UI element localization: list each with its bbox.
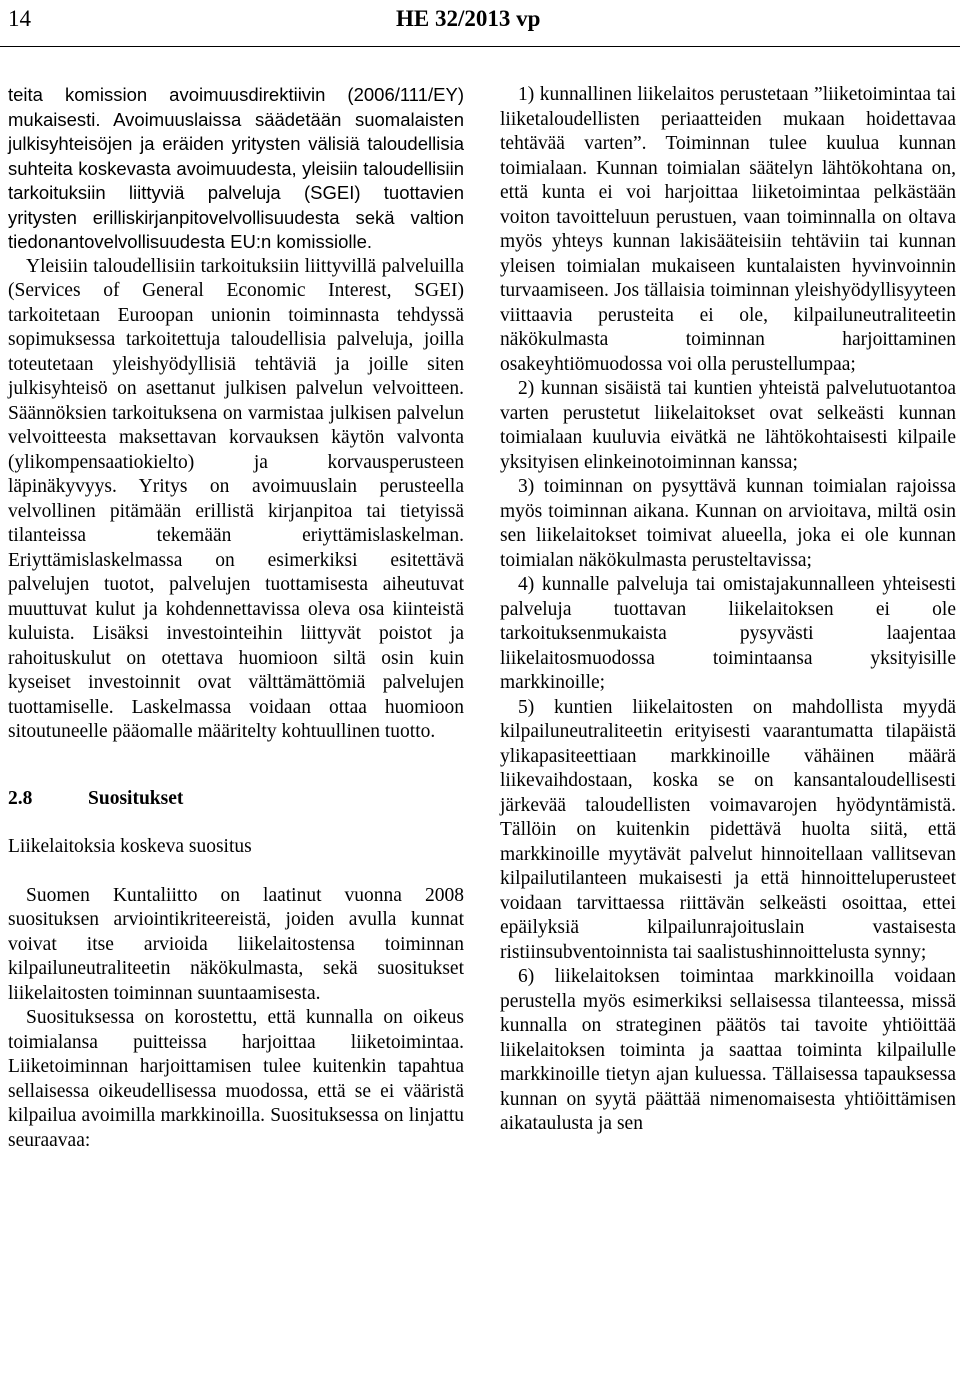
section-number: 2.8 xyxy=(8,787,33,809)
paragraph-avoimuuslaki: teita komission avoimuusdirektiivin (2006/111/EY) mukaisesti. Avoimuuslaissa säädetään suomalaisten julkisyhteisöjen ja eräiden yritysten välisiä taloudellisia suhteita koskevasta avoimuudesta, yleisiin taloudellisiin tarkoituksiin liittyviä palveluja (SGEI) tuottavien yritysten erilliskirjanpitovelvollisuudesta sekä valtion tiedonantovelvollisuudesta EU:n komissiolle. xyxy=(8,84,464,252)
list-item-6: 6) liikelaitoksen toimintaa markkinoilla voidaan perustella myös esimerkiksi sellaisessa tilanteessa, missä kunnalla on strateginen päätös tai tavoite yhtiöittää liikelaitoksen toiminta ja saattaa toiminta kilpailulle markkinoille tietyn ajan kuluessa. Tällaisessa tapauksessa kunnan on syytä päättää nimenomaisesta yhtiöittämisen aikataulusta ja sen xyxy=(500,966,956,1134)
list-item-1: 1) kunnallinen liikelaitos perustetaan ”liiketoimintaa tai liiketaloudellisten periaatteiden mukaan hoidettavaa tehtävää varten”. Toiminnan tulee kuulua kunnan toimialaan. Kunnan toimialan säätelyn lähtökohtana on, että kunta ei voi harjoittaa liiketoimintaa pelkästään voiton tavoitteluun perustuen, vaan toiminnalla on oltava myös yhteys kunnan lakisääteisiin tehtäviin tai kunnan yleisen toimialan mukaiseen kuntalaisten hyvinvoinnin turvaamiseen. Jos tällaisia toiminnan yleishyödyllisyyteen viittaavia perusteita ei ole, kilpailuneutraliteetin näkökulmasta toiminnan harjoittaminen osakeyhtiömuodossa voi olla perustellumpaa; xyxy=(500,84,956,375)
left-column xyxy=(8,83,464,1153)
list-item-5: 5) kuntien liikelaitosten on mahdollista myydä kilpailuneutraliteetin erityisesti vaarantumatta tilapäistä ylikapasiteettiaan markkinoille vähäinen määrä liikevaihdostaan, koska se on kansantaloudellisesti järkevää taloudellisten voimavarojen hyödyntämistä. Tällöin on kuitenkin pidettävä huolta siitä, että markkinoille myytävät palvelut hinnoitellaan vallitsevan kilpailutilanteen mukaisesti ja että hinnoitteluperusteet voidaan tarvittaessa riittävän selkeästi osoittaa, ettei epäilyksiä kilpailunrajoituslain vastaisesta ristiinsubventoinnista tai saalistushinnoittelusta synny; xyxy=(500,696,956,963)
paragraph-kuntaliitto: Suomen Kuntaliitto on laatinut vuonna 2008 suosituksen arviointikriteereistä, joiden avulla kunnat voivat itse arvioida liikelaitostensa toiminnan kilpailuneutraliteetin näkökulmasta, sekä suositukset liikelaitosten toiminnan suuntaamisesta. xyxy=(8,884,464,1004)
list-item-3: 3) toiminnan on pysyttävä kunnan toimialan rajoissa myös toiminnan aikana. Kunnan on arvioitava, miltä osin sen liikelaitokset toimivat alueella, joka ei ole kunnan toimialan näkökulmasta perusteltavissa; xyxy=(500,476,956,571)
page-number: 14 xyxy=(8,6,31,31)
document-id: HE 32/2013 vp xyxy=(396,6,541,31)
header-rule xyxy=(0,46,960,47)
list-item-2: 2) kunnan sisäistä tai kuntien yhteistä palvelutuotantoa varten perustetut liikelaitokset ovat selkeästi kunnan toimialaan kuuluvia eivätkä ne lähtökohtaisesti kilpaile yksityisen elinkeinotoiminnan kanssa; xyxy=(500,378,956,473)
paragraph-sgei: Yleisiin taloudellisiin tarkoituksiin liittyvillä palveluilla (Services of General Economic Interest, SGEI) tarkoitetaan Euroopan unionin toiminnasta tehdyssä sopimuksessa tarkoitettuja taloudellisia palveluja, joilla toteutetaan yleishyödyllisiä tehtäviä ja joille siten julkisyhteisö on asettanut julkisen palvelun velvoitteen. Säännöksien tarkoituksena on varmistaa julkisen palvelun velvoitteesta maksettavan korvauksen käytön valvonta (ylikompensaatiokielto) ja korvausperusteen läpinäkyvyys. Yritys on avoimuuslain perusteella velvollinen pitämään erillistä kirjanpitoa tai tietyissä tilanteissa tekemään eriyttämislaskelman. Eriyttämislaskelmassa on esimerkiksi esitettävä palvelujen tuotot, palvelujen tuottamisesta aiheutuvat muuttuvat kulut ja kohdennettavissa oleva osa kiinteistä kuluista. Lisäksi investointeihin liittyvät poistot ja rahoituskulut on otettava huomioon siltä osin kuin kyseiset investoinnit ovat välttämättömiä palvelujen tuottamiselle. Laskelmassa voidaan ottaa huomioon sitoutuneelle pääomalle määritelty kohtuullinen tuotto. xyxy=(8,255,464,742)
right-column xyxy=(500,83,956,1137)
section-heading xyxy=(8,787,464,812)
subheading: Liikelaitoksia koskeva suositus xyxy=(8,836,252,857)
paragraph-suositus: Suosituksessa on korostettu, että kunnalla on oikeus toimialansa puitteissa harjoittaa liiketoimintaa. Liiketoiminnan harjoittamisen tulee kuitenkin tapahtua sellaisessa oikeudellisessa muodossa, että se ei vääristä kilpailua avoimilla markkinoilla. Suosituksessa on linjattu seuraavaa: xyxy=(8,1007,464,1151)
list-item-4: 4) kunnalle palveluja tai omistajakunnalleen yhteisesti palveluja tuottavan liikelaitoksen ei ole tarkoituksenmukaista pysyvästi laajentaa liikelaitosmuodossa toimintaansa yksityisille markkinoille; xyxy=(500,574,956,693)
section-title: Suositukset xyxy=(88,787,184,809)
